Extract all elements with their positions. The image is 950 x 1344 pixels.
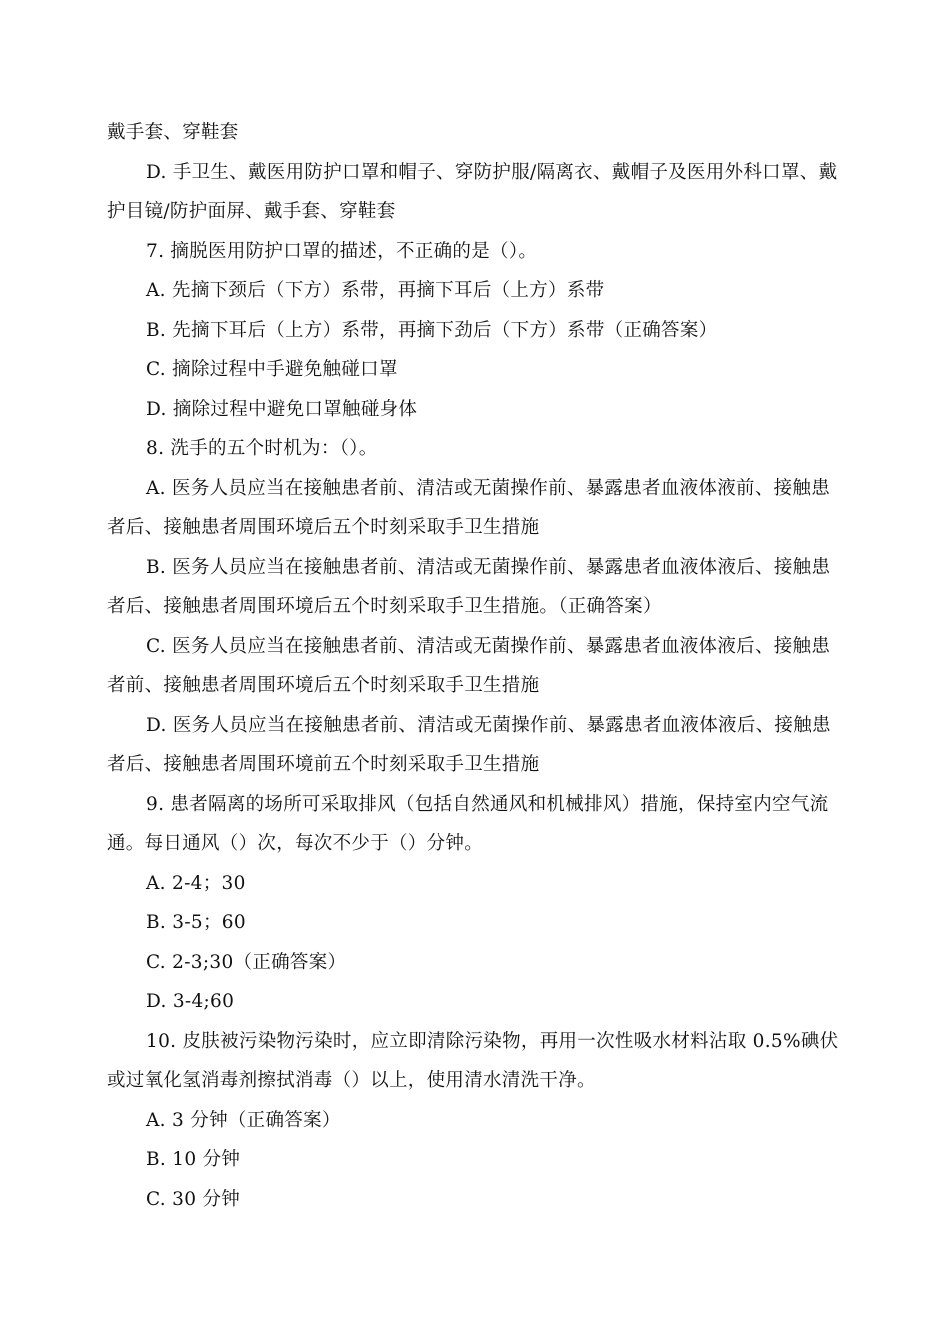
option-10a: A. 3 分钟（正确答案） — [146, 1109, 341, 1131]
question-9: 9. 患者隔离的场所可采取排风（包括自然通风和机械排风）措施，保持室内空气流通。每日通风（）次，每次不少于（）分钟。 — [107, 793, 829, 854]
option-10c: C. 30 分钟 — [146, 1188, 241, 1210]
option-7a: A. 先摘下颈后（下方）系带，再摘下耳后（上方）系带 — [146, 280, 605, 301]
paragraph-continuation: 戴手套、穿鞋套 — [107, 122, 239, 143]
option-8c: C. 医务人员应当在接触患者前、清洁或无菌操作前、暴露患者血液体液后、接触患者前、接触患者周围环境后五个时刻采取手卫生措施 — [107, 635, 831, 696]
option-7c: C. 摘除过程中手避免触碰口罩 — [146, 359, 398, 380]
option-6d: D. 手卫生、戴医用防护口罩和帽子、穿防护服/隔离衣、戴帽子及医用外科口罩、戴护目镜/防护面屏、戴手套、穿鞋套 — [107, 161, 838, 222]
option-7b: B. 先摘下耳后（上方）系带，再摘下劲后（下方）系带（正确答案） — [146, 319, 718, 341]
option-7d: D. 摘除过程中避免口罩触碰身体 — [146, 398, 418, 420]
question-10: 10. 皮肤被污染物污染时，应立即清除污染物，再用一次性吸水材料沾取 0.5%碘伏或过氧化氢消毒剂擦拭消毒（）以上，使用清水清洗干净。 — [107, 1030, 839, 1091]
option-9b: B. 3-5；60 — [146, 912, 246, 933]
document-body — [107, 113, 843, 1219]
option-8a: A. 医务人员应当在接触患者前、清洁或无菌操作前、暴露患者血液体液前、接触患者后、接触患者周围环境后五个时刻采取手卫生措施 — [107, 477, 831, 538]
option-9d: D. 3-4;60 — [146, 991, 235, 1012]
question-8: 8. 洗手的五个时机为：（）。 — [146, 438, 378, 459]
question-7: 7. 摘脱医用防护口罩的描述，不正确的是（）。 — [146, 240, 538, 262]
option-9a: A. 2-4；30 — [146, 872, 246, 894]
option-9c: C. 2-3;30（正确答案） — [146, 951, 347, 973]
option-10b: B. 10 分钟 — [146, 1149, 241, 1170]
option-8d: D. 医务人员应当在接触患者前、清洁或无菌操作前、暴露患者血液体液后、接触患者后、接触患者周围环境前五个时刻采取手卫生措施 — [107, 714, 831, 775]
option-8b: B. 医务人员应当在接触患者前、清洁或无菌操作前、暴露患者血液体液后、接触患者后、接触患者周围环境后五个时刻采取手卫生措施。（正确答案） — [107, 556, 831, 617]
